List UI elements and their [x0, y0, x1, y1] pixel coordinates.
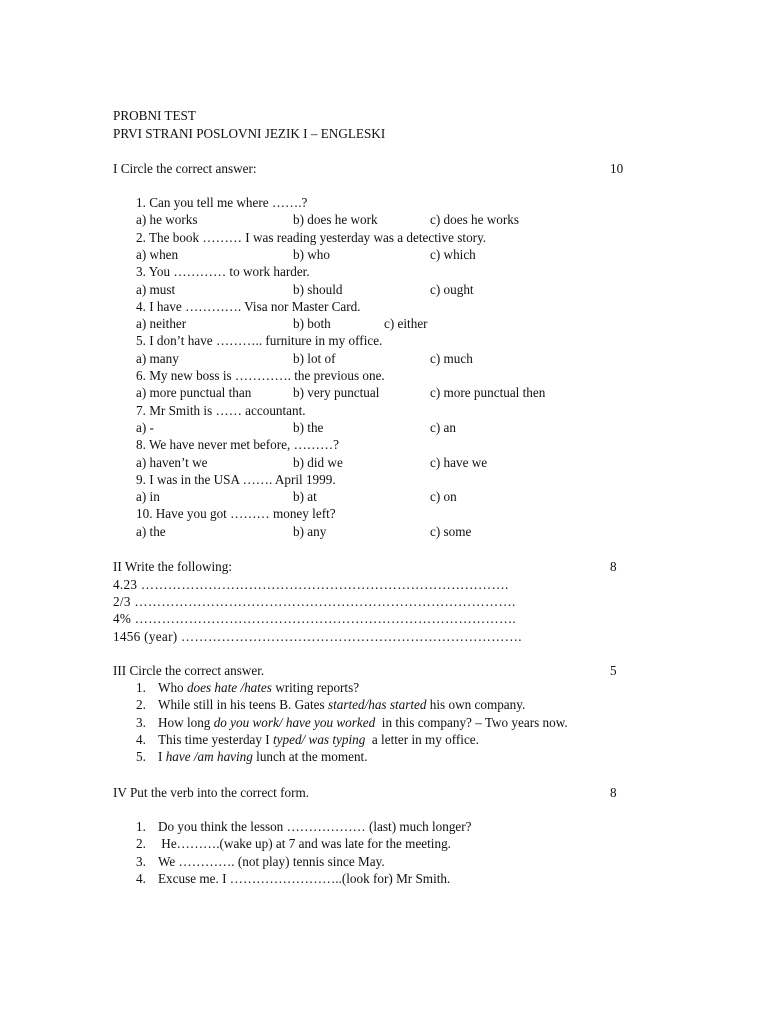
section4-title: IV Put the verb into the correct form. [113, 785, 310, 800]
sentence-text: lunch at the moment. [252, 749, 368, 765]
answer-option-a[interactable]: a) the [136, 523, 166, 539]
section3-points: 5 [610, 663, 617, 678]
answer-option-b[interactable]: b) very punctual [293, 385, 380, 401]
answer-option-c[interactable]: c) have we [430, 454, 488, 470]
answer-option-b[interactable]: b) at [293, 489, 317, 505]
answer-option-b[interactable]: b) did we [293, 454, 343, 470]
answer-option-c[interactable]: c) either [384, 316, 428, 332]
section4-points: 8 [610, 785, 617, 800]
choice-options[interactable]: have /am having [165, 749, 253, 765]
section1-title: I Circle the correct answer: [113, 161, 257, 176]
item-number: 3. [136, 714, 146, 730]
sentence-text: How long [158, 714, 214, 730]
question-text: 10. Have you got ……… money left? [136, 506, 336, 522]
item-number: 5. [136, 749, 146, 765]
verb-exercise[interactable]: He……….(wake up) at 7 and was late for the meeting. [158, 836, 451, 852]
sentence [158, 680, 359, 696]
question-text: 6. My new boss is …………. the previous one. [136, 368, 385, 383]
section2-points: 8 [610, 559, 617, 574]
answer-option-c[interactable]: c) which [430, 246, 476, 262]
verb-exercise[interactable]: We …………. (not play) tennis since May. [158, 853, 385, 869]
question-text: 2. The book ……… I was reading yesterday was a detective story. [136, 229, 487, 245]
header-title: PROBNI TEST [113, 108, 196, 123]
item-number: 1. [136, 680, 146, 695]
sentence-text: in this company? – Two years now. [375, 714, 568, 730]
answer-option-b[interactable]: b) any [293, 523, 327, 539]
item-number: 1. [136, 819, 146, 834]
item-number: 4. [136, 870, 146, 886]
answer-option-a[interactable]: a) in [136, 489, 160, 505]
sentence [158, 749, 368, 765]
sentence-text: his own company. [426, 697, 526, 713]
answer-option-b[interactable]: b) who [293, 246, 330, 262]
answer-option-a[interactable]: a) when [136, 246, 179, 262]
sentence [158, 732, 479, 748]
answer-option-c[interactable]: c) some [430, 523, 472, 539]
header-subtitle: PRVI STRANI POSLOVNI JEZIK I – ENGLESKI [113, 126, 386, 141]
verb-exercise[interactable]: Excuse me. I ……………………..(look for) Mr Smith. [158, 870, 451, 886]
answer-option-c[interactable]: c) more punctual then [430, 385, 546, 401]
sentence [158, 715, 568, 731]
answer-option-b[interactable]: b) both [293, 316, 331, 332]
item-number: 3. [136, 853, 146, 869]
section1-points: 10 [610, 161, 624, 176]
answer-option-b[interactable]: b) should [293, 281, 343, 297]
answer-option-b[interactable]: b) lot of [293, 350, 336, 366]
answer-option-b[interactable]: b) does he work [293, 212, 378, 228]
answer-option-c[interactable]: c) does he works [430, 212, 519, 228]
write-item: 4.23 ………………………………………………………………………. [113, 577, 509, 592]
answer-option-a[interactable]: a) must [136, 281, 176, 297]
question-text: 8. We have never met before, ………? [136, 437, 340, 453]
write-item: 4% …………………………………………………………………………. [113, 611, 517, 626]
answer-option-c[interactable]: c) ought [430, 281, 474, 297]
question-text: 4. I have …………. Visa nor Master Card. [136, 298, 361, 314]
sentence-text: While still in his teens B. Gates [158, 697, 328, 713]
answer-option-a[interactable]: a) neither [136, 316, 187, 332]
answer-option-c[interactable]: c) on [430, 489, 457, 505]
item-number: 2. [136, 836, 146, 852]
answer-option-a[interactable]: a) - [136, 419, 154, 435]
answer-option-a[interactable]: a) he works [136, 212, 198, 228]
item-number: 4. [136, 731, 146, 747]
sentence-text: writing reports? [271, 680, 360, 695]
answer-option-a[interactable]: a) many [136, 350, 179, 366]
question-text: 5. I don’t have ……….. furniture in my office. [136, 333, 383, 349]
write-item: 1456 (year) …………………………………………………………………. [113, 629, 522, 644]
item-number: 2. [136, 697, 146, 713]
answer-option-c[interactable]: c) much [430, 350, 473, 366]
question-text: 1. Can you tell me where …….? [136, 195, 308, 210]
sentence [158, 697, 525, 713]
answer-option-c[interactable]: c) an [430, 419, 456, 435]
answer-option-b[interactable]: b) the [293, 419, 324, 435]
verb-exercise[interactable]: Do you think the lesson ……………… (last) much longer? [158, 819, 472, 834]
choice-options[interactable]: does hate /hates [186, 680, 272, 695]
choice-options[interactable]: started/has started [327, 697, 427, 713]
question-text: 7. Mr Smith is …… accountant. [136, 402, 306, 418]
sentence-text: Who [158, 680, 187, 695]
answer-option-a[interactable]: a) haven’t we [136, 454, 208, 470]
write-item: 2/3 …………………………………………………………………………. [113, 594, 516, 609]
section2-title: II Write the following: [113, 559, 232, 574]
question-text: 3. You ………… to work harder. [136, 264, 310, 280]
sentence-text: I [158, 749, 166, 765]
answer-option-a[interactable]: a) more punctual than [136, 385, 252, 401]
sentence-text: This time yesterday I [158, 731, 273, 747]
choice-options[interactable]: typed/ was typing [273, 731, 366, 747]
section3-title: III Circle the correct answer. [113, 663, 265, 678]
sentence-text: a letter in my office. [365, 731, 479, 747]
choice-options[interactable]: do you work/ have you worked [213, 714, 376, 730]
question-text: 9. I was in the USA ……. April 1999. [136, 471, 336, 487]
